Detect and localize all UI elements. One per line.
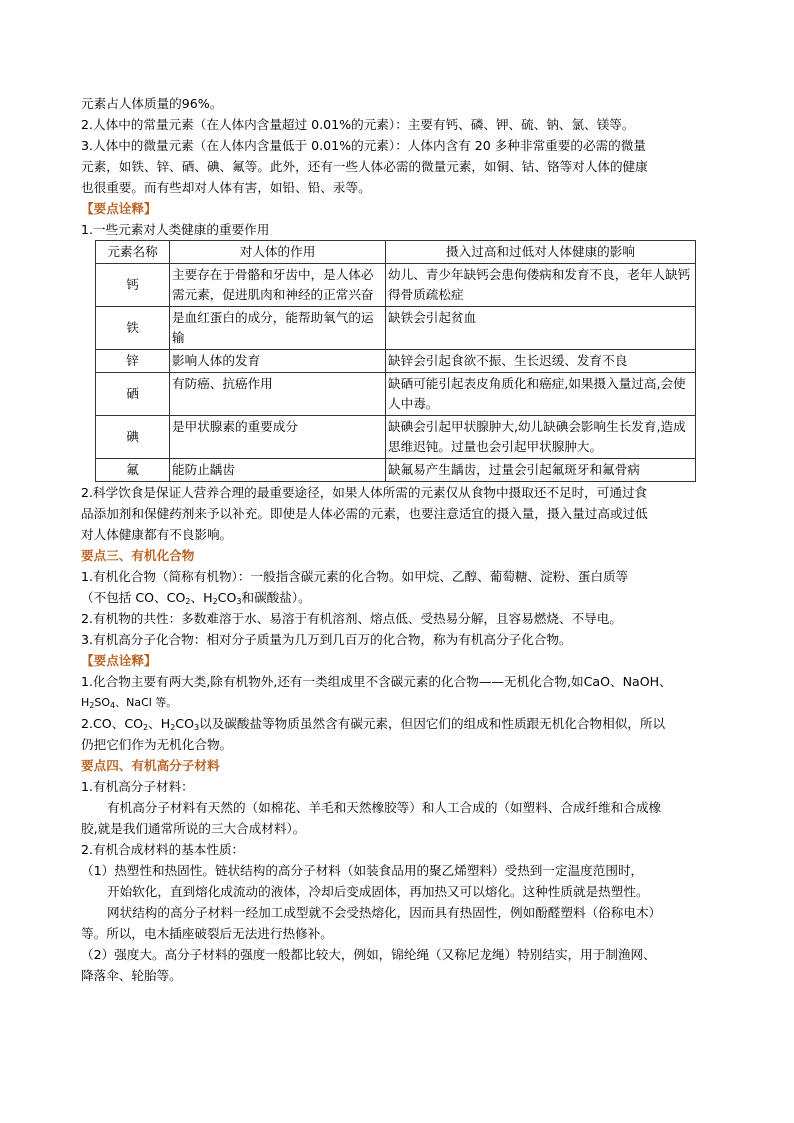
p2-line-b: 品添加剂和保健药剂来予以补充。即使是人体必需的元素，也要注意适宜的摄入量，摄入量过高或过低 — [81, 506, 648, 521]
section-heading-3: 要点三、有机化合物 — [81, 548, 195, 563]
p2-line-c: 对人体健康都有不良影响。 — [81, 527, 233, 542]
element-name: 碘 — [96, 416, 170, 459]
subscript: 2 — [89, 701, 95, 710]
element-impact: 缺碘会引起甲状腺肿大,幼儿缺碘会影响生长发育,造成思维迟钝。过量也会引起甲状腺肿大。 — [386, 416, 696, 459]
element-effect: 是血红蛋白的成分，能帮助氧气的运输 — [170, 307, 386, 350]
header-effect: 对人体的作用 — [170, 241, 386, 264]
text-run: 2.CO、CO — [81, 716, 144, 731]
sec4-line-3d: 等。所以，电木插座破裂后无法进行热修补。 — [81, 926, 333, 941]
text-run: H — [81, 696, 90, 709]
p2-line-a: 2.科学饮食是保证人营养合理的最重要途径，如果人体所需的元素仅从食物中摄取还不足时，可通过食 — [81, 485, 648, 500]
text-run: 、H — [190, 590, 213, 605]
table-row — [96, 307, 696, 350]
sec3-line-2: 2.有机物的共性：多数难溶于水、易溶于有机溶剂、熔点低、受热易分解，且容易燃烧、不导电。 — [81, 611, 622, 626]
element-name: 钙 — [96, 264, 170, 307]
header-element-name: 元素名称 — [96, 241, 170, 264]
text-run: 和碳酸盐）。 — [241, 590, 311, 605]
note2-line-2a — [81, 713, 713, 734]
document-page — [81, 93, 713, 986]
sec4-line-1a: 有机高分子材料有天然的（如棉花、羊毛和天然橡胶等）和人工合成的（如塑料、合成纤维和合成橡 — [107, 800, 662, 815]
sec4-line-3c: 网状结构的高分子材料一经加工成型就不会受热熔化，因而具有热固性，例如酚醛塑料（俗称电木） — [107, 905, 662, 920]
text-run: CO — [175, 716, 195, 731]
element-name: 锌 — [96, 350, 170, 373]
text-run: 、H — [148, 716, 171, 731]
element-effect: 是甲状腺素的重要成分 — [170, 416, 386, 459]
intro-line-1: 2.人体中的常量元素（在人体内含量超过 0.01%的元素）：主要有钙、磷、钾、硫、钠、氯、镁等。 — [81, 117, 635, 132]
element-impact: 缺硒可能引起表皮角质化和癌症,如果摄入量过高,会使人中毒。 — [386, 373, 696, 416]
table-row — [96, 459, 696, 482]
intro-line-2a: 3.人体中的微量元素（在人体内含量低于 0.01%的元素）：人体内含有 20 多种非常重要的必需的微量 — [81, 138, 646, 153]
intro-line-2c: 也很重要。而有些却对人体有害，如铅、铅、汞等。 — [81, 180, 371, 195]
subscript: 2 — [170, 723, 176, 732]
note-heading-1: 【要点诠释】 — [81, 201, 157, 216]
element-impact: 缺铁会引起贫血 — [386, 307, 696, 350]
text-run: CO — [217, 590, 237, 605]
text-run: 、NaCl 等。 — [115, 696, 178, 709]
subscript: 2 — [212, 597, 218, 606]
element-impact: 幼儿、青少年缺钙会患佝偻病和发育不良，老年人缺钙得骨质疏松症 — [386, 264, 696, 307]
sec3-line-1a: 1.有机化合物（简称有机物）：一般指含碳元素的化合物。如甲烷、乙醇、葡萄糖、淀粉、蛋白质等 — [81, 569, 629, 584]
subscript: 3 — [236, 597, 242, 606]
note2-line-2b: 仍把它们作为无机化合物。 — [81, 737, 233, 752]
text-run: SO — [94, 696, 111, 709]
table-row — [96, 264, 696, 307]
element-effect: 影响人体的发育 — [170, 350, 386, 373]
note2-line-1b — [81, 692, 713, 713]
element-name: 氟 — [96, 459, 170, 482]
subscript: 2 — [185, 597, 191, 606]
sec4-line-4b: 降落伞、轮胎等。 — [81, 968, 182, 983]
note2-line-1a: 1.化合物主要有两大类,除有机物外,还有一类组成里不含碳元素的化合物——无机化合物,如CaO、NaOH、 — [81, 674, 672, 689]
sec4-line-1: 1.有机高分子材料： — [81, 779, 194, 794]
element-effect: 主要存在于骨骼和牙齿中，是人体必需元素，促进肌肉和神经的正常兴奋 — [170, 264, 386, 307]
section-heading-4: 要点四、有机高分子材料 — [81, 758, 220, 773]
table-row — [96, 416, 696, 459]
element-name: 硒 — [96, 373, 170, 416]
sec3-line-3: 3.有机高分子化合物：相对分子质量为几万到几百万的化合物，称为有机高分子化合物。 — [81, 632, 572, 647]
header-impact: 摄入过高和过低对人体健康的影响 — [386, 241, 696, 264]
sec3-line-1b — [81, 587, 713, 608]
sec4-line-3b: 开始软化，直到熔化成流动的液体，冷却后变成固体，再加热又可以熔化。这种性质就是热塑性。 — [107, 884, 649, 899]
sec4-line-3a: （1）热塑性和热固性。链状结构的高分子材料（如装食品用的聚乙烯塑料）受热到一定温度范围时， — [81, 863, 644, 878]
text-run: 以及碳酸盐等物质虽然含有碳元素，但因它们的组成和性质跟无机化合物相似，所以 — [199, 716, 666, 731]
text-run: （不包括 CO、CO — [81, 590, 186, 605]
sec4-line-4a: （2）强度大。高分子材料的强度一般都比较大，例如，锦纶绳（又称尼龙绳）特别结实，用于制渔网、 — [81, 947, 656, 962]
subscript: 3 — [194, 723, 200, 732]
element-effect: 有防癌、抗癌作用 — [170, 373, 386, 416]
element-health-table — [95, 240, 696, 482]
element-effect: 能防止龋齿 — [170, 459, 386, 482]
subscript: 2 — [143, 723, 149, 732]
element-name: 铁 — [96, 307, 170, 350]
table-header-row — [96, 241, 696, 264]
note-heading-2: 【要点诠释】 — [81, 653, 157, 668]
sec4-line-2: 2.有机合成材料的基本性质： — [81, 842, 245, 857]
element-impact: 缺氟易产生龋齿，过量会引起氟斑牙和氟骨病 — [386, 459, 696, 482]
subscript: 4 — [110, 701, 116, 710]
table-caption: 1.一些元素对人类健康的重要作用 — [81, 222, 270, 237]
table-row — [96, 350, 696, 373]
element-impact: 缺锌会引起食欲不振、生长迟缓、发育不良 — [386, 350, 696, 373]
intro-line-2b: 元素，如铁、锌、硒、碘、氟等。此外，还有一些人体必需的微量元素，如铜、钴、铬等对人体的健康 — [81, 159, 648, 174]
table-row — [96, 373, 696, 416]
sec4-line-1b: 胶,就是我们通常所说的三大合成材料）。 — [81, 821, 306, 836]
intro-line-0: 元素占人体质量的96%。 — [81, 96, 223, 111]
